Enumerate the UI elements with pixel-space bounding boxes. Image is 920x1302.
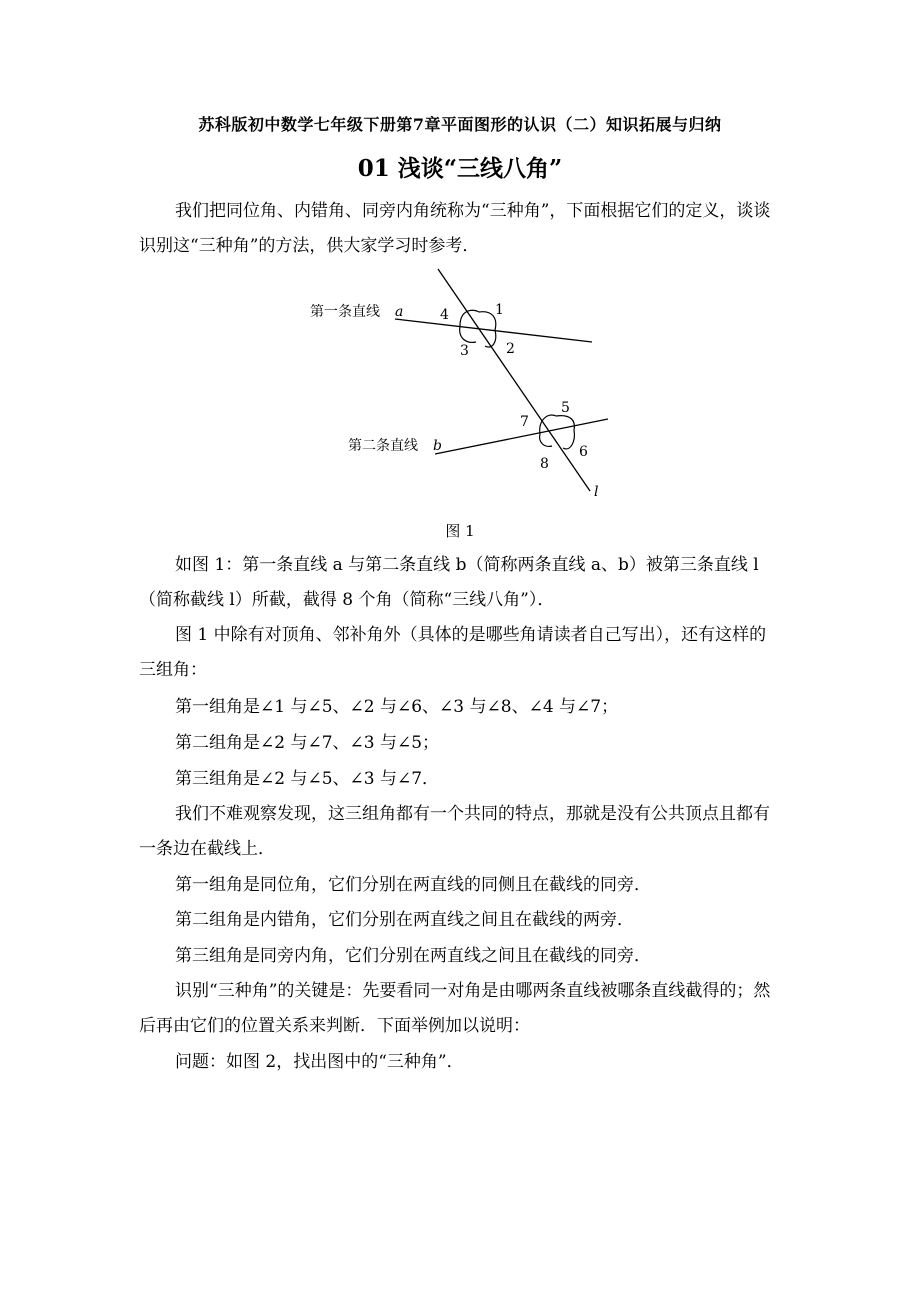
angle-label-7: 7	[520, 414, 529, 430]
paragraph-three-groups: 图 1 中除有对顶角、邻补角外（具体的是哪些角请读者自己写出），还有这样的三组角：	[139, 625, 767, 680]
observation-paragraph: 我们不难观察发现，这三组角都有一个共同的特点，那就是没有公共顶点且都有一条边在截线上．	[139, 804, 770, 859]
transversal-l	[438, 269, 590, 491]
angle-label-6: 6	[579, 444, 588, 460]
angle-label-1: 1	[495, 302, 504, 318]
angle-label-5: 5	[561, 400, 570, 416]
angle-label-2: 2	[506, 341, 515, 357]
transversal-var: l	[594, 484, 599, 500]
intro-paragraph: 我们把同位角、内错角、同旁内角统称为“三种角”，下面根据它们的定义，谈谈识别这“三种角”的方法，供大家学习时参考．	[139, 201, 771, 256]
line-a-var: a	[395, 304, 404, 320]
line-a	[395, 319, 592, 342]
angle-label-3: 3	[460, 343, 469, 359]
line-a-label: 第一条直线	[310, 304, 380, 320]
line-b-label: 第二条直线	[348, 438, 418, 454]
key-paragraph: 识别“三种角”的关键是：先要看同一对角是由哪两条直线被哪条直线截得的；然后再由它们的位置关系来判断．下面举例加以说明：	[139, 981, 771, 1036]
angle-8-arc	[540, 434, 552, 446]
figure-caption: 图 1	[445, 522, 475, 540]
definition-co-interior: 第三组角是同旁内角，它们分别在两直线之间且在截线的同旁．	[175, 946, 651, 966]
angle-1-arc	[479, 312, 496, 330]
definition-alternate: 第二组角是内错角，它们分别在两直线之间且在截线的两旁．	[175, 910, 634, 930]
definition-corresponding: 第一组角是同位角，它们分别在两直线的同侧且在截线的同旁．	[175, 875, 651, 895]
question-line: 问题：如图 2，找出图中的“三种角”．	[175, 1052, 464, 1072]
group-1-line: 第一组角是∠1 与∠5、∠2 与∠6、∠3 与∠8、∠4 与∠7；	[175, 697, 619, 717]
angle-6-arc	[563, 430, 574, 449]
paragraph-figure-desc: 如图 1：第一条直线 a 与第二条直线 b（简称两条直线 a、b）被第三条直线 l（简称截线 l）所截，截得 8 个角（简称“三线八角”）．	[139, 555, 759, 610]
section-title: 01 浅谈“三线八角”	[357, 155, 563, 182]
group-2-line: 第二组角是∠2 与∠7、∠3 与∠5；	[175, 733, 440, 753]
figure-1-diagram	[300, 260, 630, 510]
group-3-line: 第三组角是∠2 与∠5、∠3 与∠7．	[175, 769, 440, 789]
line-b-var: b	[433, 438, 442, 454]
document-header: 苏科版初中数学七年级下册第7章平面图形的认识（二）知识拓展与归纳	[198, 115, 722, 134]
angle-label-8: 8	[540, 456, 549, 472]
angle-label-4: 4	[440, 307, 449, 323]
